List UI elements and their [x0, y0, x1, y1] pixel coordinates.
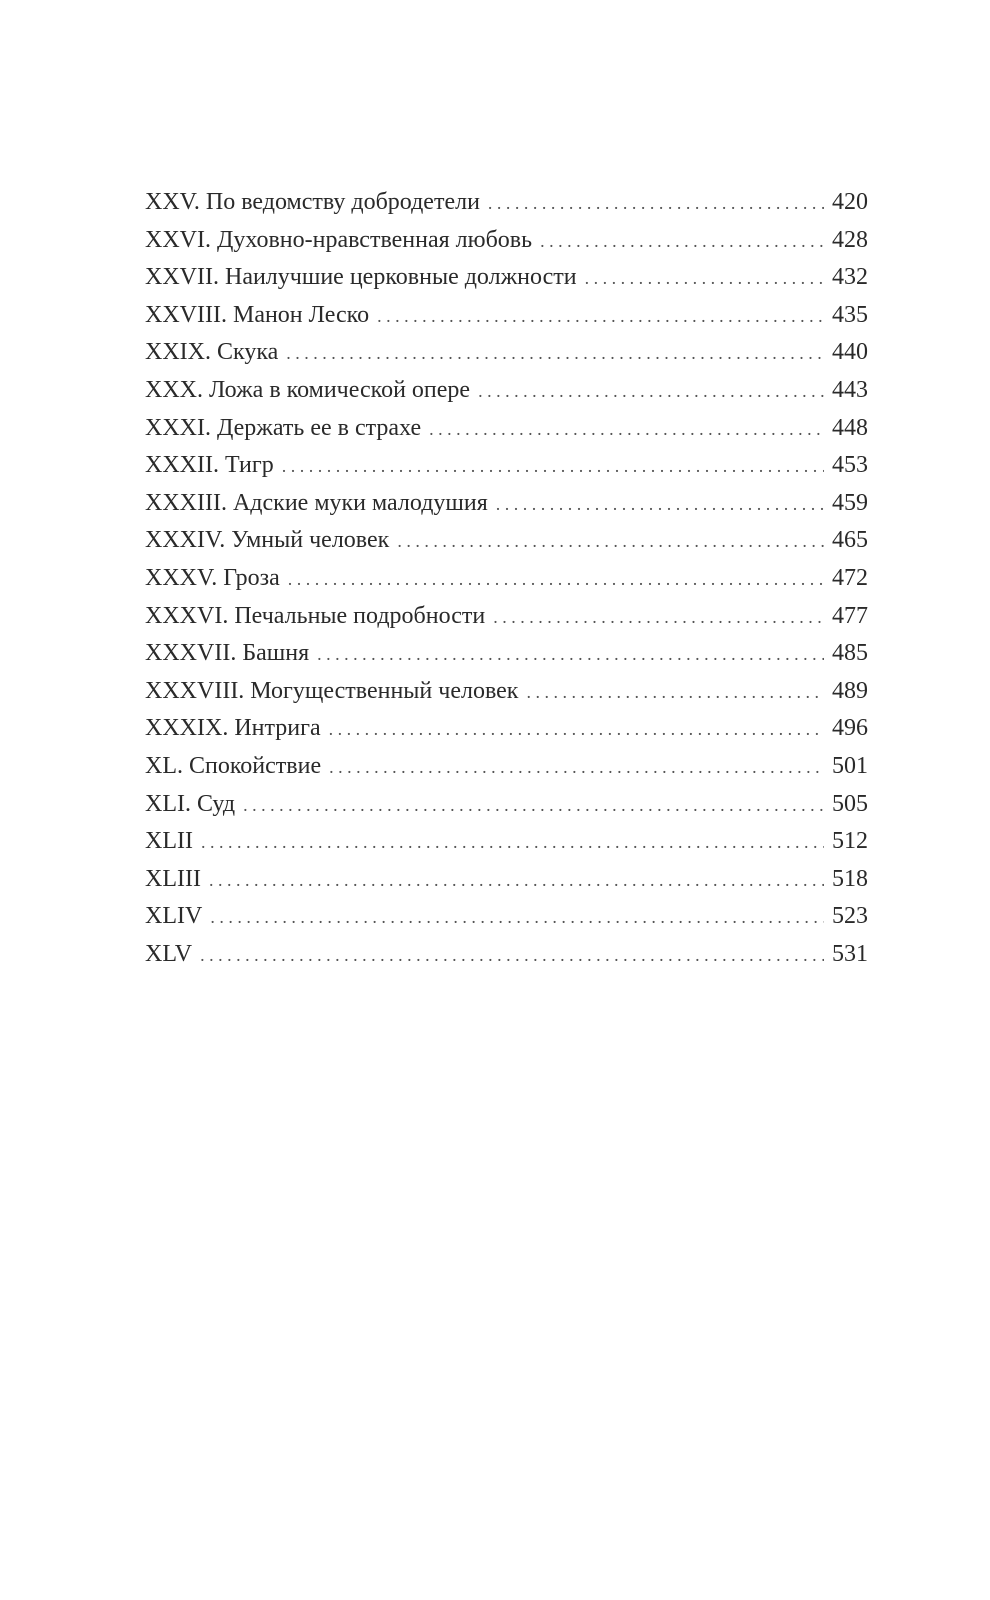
- toc-entry-page: 496: [832, 715, 868, 742]
- dot-leader: [526, 682, 824, 703]
- toc-entry: [145, 715, 868, 753]
- dot-leader: [429, 419, 824, 440]
- toc-entry-page: 440: [832, 339, 868, 366]
- table-of-contents: [145, 189, 868, 978]
- dot-leader: [288, 569, 824, 590]
- dot-leader: [317, 644, 824, 665]
- toc-entry-title: XLI. Суд: [145, 790, 236, 817]
- toc-entry-title: XXXIV. Умный человек: [145, 527, 390, 554]
- toc-entry-page: 428: [832, 226, 868, 253]
- dot-leader: [286, 343, 824, 364]
- toc-entry-page: 518: [832, 865, 868, 892]
- toc-entry: [145, 903, 868, 941]
- toc-entry: [145, 264, 868, 302]
- toc-entry-page: 505: [832, 790, 868, 817]
- toc-entry-page: 531: [832, 940, 868, 967]
- toc-entry-title: XL. Спокойствие: [145, 752, 322, 779]
- toc-entry-title: XXVIII. Манон Леско: [145, 301, 370, 328]
- toc-entry: [145, 490, 868, 528]
- toc-entry: [145, 941, 868, 979]
- toc-entry: [145, 377, 868, 415]
- toc-entry-page: 485: [832, 640, 868, 667]
- toc-entry: [145, 227, 868, 265]
- toc-entry: [145, 678, 868, 716]
- toc-entry: [145, 415, 868, 453]
- toc-entry-page: 512: [832, 828, 868, 855]
- toc-entry-title: XXVII. Наилучшие церковные должности: [145, 264, 577, 291]
- toc-entry-title: XXVI. Духовно-нравственная любовь: [145, 226, 533, 253]
- dot-leader: [209, 870, 824, 891]
- dot-leader: [210, 907, 824, 928]
- dot-leader: [585, 268, 824, 289]
- toc-entry-page: 432: [832, 264, 868, 291]
- toc-entry: [145, 791, 868, 829]
- dot-leader: [377, 306, 824, 327]
- toc-entry-page: 523: [832, 903, 868, 930]
- dot-leader: [282, 456, 824, 477]
- toc-entry-page: 420: [832, 189, 868, 215]
- toc-entry-title: XXV. По ведомству добродетели: [145, 189, 480, 215]
- toc-entry-title: XXXII. Тигр: [145, 452, 274, 479]
- toc-entry-title: XLV: [145, 940, 193, 967]
- toc-entry-page: 501: [832, 752, 868, 779]
- toc-entry: [145, 640, 868, 678]
- dot-leader: [493, 607, 824, 628]
- dot-leader: [540, 231, 824, 252]
- toc-entry-title: XXXI. Держать ее в страхе: [145, 414, 422, 441]
- toc-entry: [145, 828, 868, 866]
- toc-entry-title: XXXV. Гроза: [145, 564, 280, 591]
- dot-leader: [397, 531, 824, 552]
- dot-leader: [201, 832, 824, 853]
- toc-entry-page: 448: [832, 414, 868, 441]
- toc-entry-page: 477: [832, 602, 868, 629]
- toc-entry: [145, 866, 868, 904]
- toc-entry: [145, 339, 868, 377]
- toc-entry-title: XXX. Ложа в комической опере: [145, 376, 471, 403]
- toc-entry-title: XXXIX. Интрига: [145, 715, 321, 742]
- toc-entry-page: 489: [832, 677, 868, 704]
- toc-entry-page: 435: [832, 301, 868, 328]
- toc-entry: [145, 302, 868, 340]
- toc-entry-page: 472: [832, 564, 868, 591]
- toc-entry-title: XXXIII. Адские муки малодушия: [145, 489, 488, 516]
- toc-entry-page: 453: [832, 452, 868, 479]
- dot-leader: [243, 795, 824, 816]
- toc-entry-title: XXXVII. Башня: [145, 640, 310, 667]
- dot-leader: [488, 193, 824, 214]
- toc-entry-page: 465: [832, 527, 868, 554]
- toc-entry-title: XLIII: [145, 865, 201, 892]
- toc-entry-title: XXXVIII. Могущественный человек: [145, 677, 519, 704]
- dot-leader: [496, 494, 824, 515]
- dot-leader: [200, 945, 824, 966]
- toc-entry: [145, 527, 868, 565]
- toc-entry: [145, 565, 868, 603]
- dot-leader: [329, 719, 824, 740]
- dot-leader: [478, 381, 824, 402]
- toc-entry: [145, 753, 868, 791]
- toc-entry-title: XLII: [145, 828, 193, 855]
- toc-entry-title: XXIX. Скука: [145, 339, 279, 366]
- toc-entry: [145, 452, 868, 490]
- toc-entry-page: 443: [832, 376, 868, 403]
- toc-entry-page: 459: [832, 489, 868, 516]
- toc-entry-title: XLIV: [145, 903, 203, 930]
- toc-entry: [145, 603, 868, 641]
- toc-entry-title: XXXVI. Печальные подробности: [145, 602, 486, 629]
- toc-entry: [145, 189, 868, 227]
- dot-leader: [329, 757, 824, 778]
